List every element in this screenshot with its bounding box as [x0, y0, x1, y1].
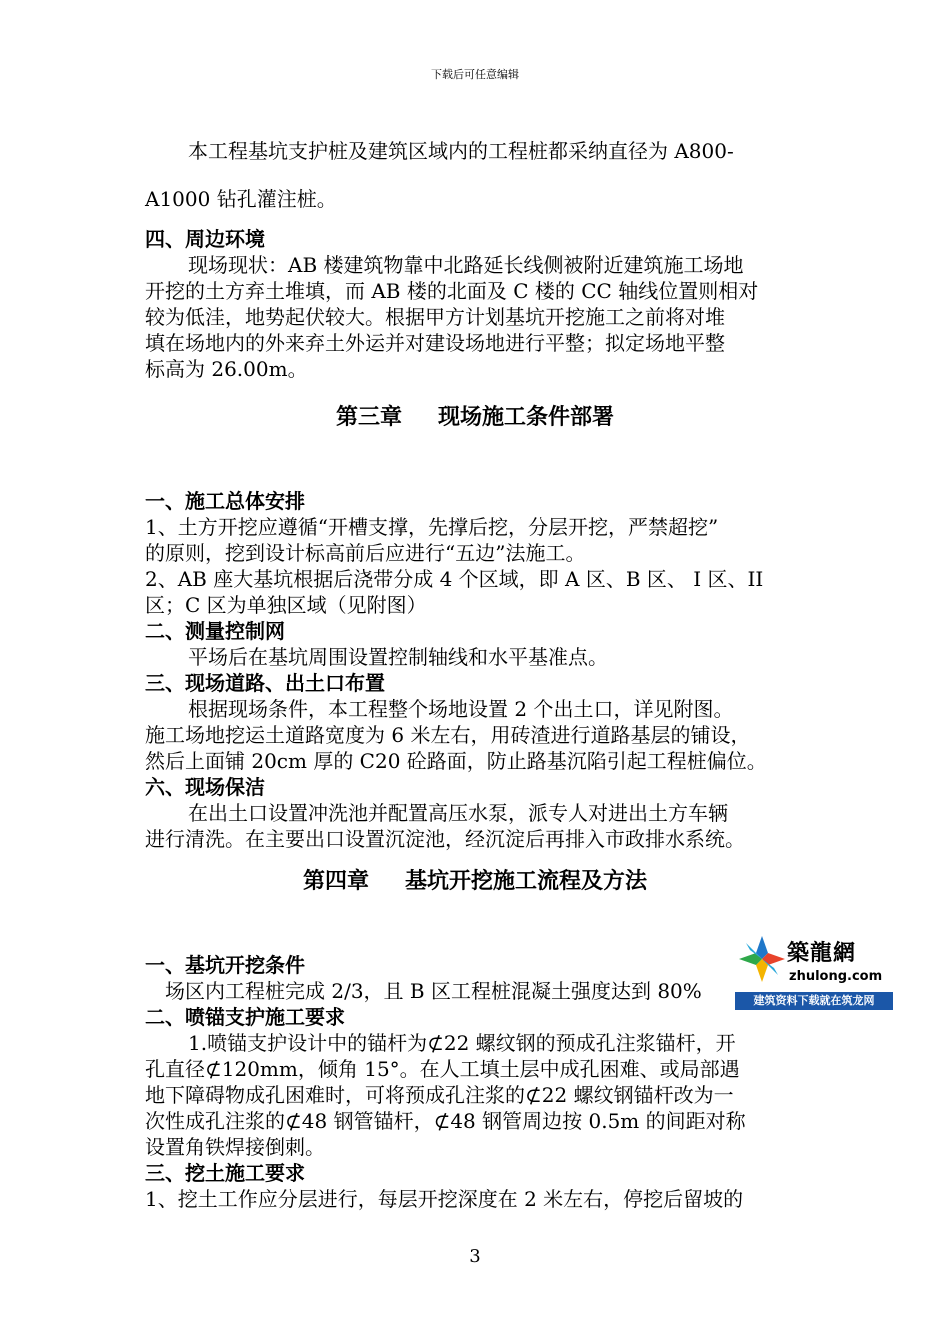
text-line: 的原则，挖到设计标高前后应进行“五边”法施工。	[145, 541, 586, 565]
section-heading: 一、基坑开挖条件	[145, 953, 305, 977]
text-line: 现场现状：AB 楼建筑物靠中北路延长线侧被附近建筑施工场地	[188, 253, 744, 277]
logo-brand: 築龍網	[787, 941, 857, 966]
section-surroundings	[145, 226, 810, 382]
chapter-number: 第三章	[335, 405, 402, 430]
text-line: 在出土口设置冲洗池并配置高压水泵，派专人对进出土方车辆	[188, 801, 728, 825]
text-line: 较为低洼，地势起伏较大。根据甲方计划基坑开挖施工之前将对堆	[145, 305, 725, 329]
chapter-4-body	[145, 952, 810, 1212]
text-line: 1.喷锚支护设计中的锚杆为⊄22 螺纹钢的预成孔注浆锚杆，开	[188, 1031, 736, 1055]
text-line: 填在场地内的外来弃土外运并对建设场地进行平整；拟定场地平整	[145, 331, 725, 355]
pinwheel-icon	[737, 934, 787, 984]
text-line: 区；C 区为单独区域（见附图）	[145, 593, 427, 617]
text-line: 场区内工程桩完成 2/3，且 B 区工程桩混凝土强度达到 80%	[165, 979, 702, 1003]
zhulong-logo	[735, 932, 893, 1012]
chapter-name: 基坑开挖施工流程及方法	[405, 869, 648, 894]
text-line: 1、土方开挖应遵循“开槽支撑，先撑后挖，分层开挖，严禁超挖”	[145, 515, 719, 539]
text-line: 1、挖土工作应分层进行，每层开挖深度在 2 米左右，停挖后留坡的	[145, 1187, 744, 1211]
text-line: 地下障碍物成孔困难时，可将预成孔注浆的⊄22 螺纹钢锚杆改为一	[145, 1083, 734, 1107]
text-line: 次性成孔注浆的⊄48 钢管锚杆，⊄48 钢管周边按 0.5m 的间距对称	[145, 1109, 746, 1133]
section-heading: 六、现场保洁	[145, 775, 265, 799]
page-header: 下载后可任意编辑	[431, 68, 519, 81]
chapter-name: 现场施工条件部署	[438, 405, 615, 430]
text-line: 2、AB 座大基坑根据后浇带分成 4 个区域，即 A 区、B 区、 I 区、II	[145, 567, 764, 591]
text-line: 孔直径⊄120mm，倾角 15°。在人工填土层中成孔困难、或局部遇	[145, 1057, 740, 1081]
text-line: 设置角铁焊接倒刺。	[145, 1135, 325, 1159]
intro-paragraph	[145, 138, 810, 212]
intro-line-1: 本工程基坑支护桩及建筑区域内的工程桩都采纳直径为 A800-	[188, 139, 734, 163]
section-heading: 三、现场道路、出土口布置	[145, 671, 385, 695]
chapter-3-body	[145, 488, 810, 852]
page-number: 3	[469, 1246, 481, 1267]
chapter-number: 第四章	[302, 869, 369, 894]
chapter-3-title	[0, 400, 950, 431]
section-heading: 四、周边环境	[145, 227, 265, 251]
text-line: 施工场地挖运土道路宽度为 6 米左右，用砖渣进行道路基层的铺设，	[145, 723, 751, 747]
chapter-4-title	[0, 864, 950, 895]
text-line: 平场后在基坑周围设置控制轴线和水平基准点。	[188, 645, 608, 669]
section-heading: 二、喷锚支护施工要求	[145, 1005, 345, 1029]
section-heading: 二、测量控制网	[145, 619, 285, 643]
section-heading: 三、挖土施工要求	[145, 1161, 305, 1185]
intro-line-2: A1000 钻孔灌注桩。	[145, 187, 337, 211]
text-line: 标高为 26.00m。	[145, 357, 308, 381]
text-line: 然后上面铺 20cm 厚的 C20 砼路面，防止路基沉陷引起工程桩偏位。	[145, 749, 767, 773]
logo-slogan: 建筑资料下载就在筑龙网	[735, 992, 893, 1010]
text-line: 开挖的土方弃土堆填，而 AB 楼的北面及 C 楼的 CC 轴线位置则相对	[145, 279, 759, 303]
text-line: 根据现场条件，本工程整个场地设置 2 个出土口，详见附图。	[188, 697, 734, 721]
section-heading: 一、施工总体安排	[145, 489, 305, 513]
text-line: 进行清洗。在主要出口设置沉淀池，经沉淀后再排入市政排水系统。	[145, 827, 745, 851]
logo-site: zhulong.com	[789, 969, 883, 984]
